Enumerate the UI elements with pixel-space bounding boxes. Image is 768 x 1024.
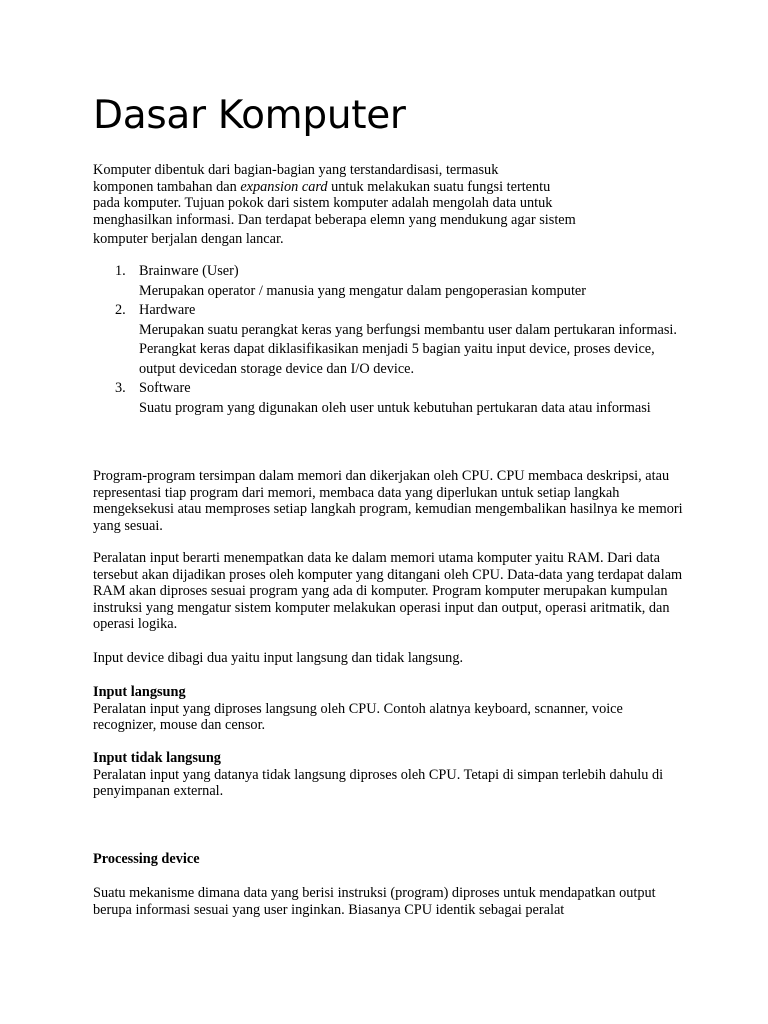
list-heading: Hardware	[139, 302, 196, 318]
paragraph-text: Input device dibagi dua yaitu input langsung dan tidak langsung.	[93, 650, 464, 666]
section-text: Peralatan input yang diproses langsung oleh CPU. Contoh alatnya keyboard, scnanner, voice recognizer, mouse dan censor.	[93, 700, 623, 734]
document-title: Dasar Komputer	[93, 93, 406, 138]
intro-line-2	[93, 179, 633, 196]
list-heading: Brainware (User)	[139, 263, 239, 279]
intro-line-4: menghasilkan informasi. Dan terdapat beberapa elemn yang mendukung agar sistem	[93, 211, 576, 228]
section-text: Peralatan input yang datanya tidak langsung diproses oleh CPU. Tetapi di simpan terlebih dahulu di penyimpanan external.	[93, 766, 664, 800]
section-heading: Processing device	[93, 851, 200, 867]
list-number: 2.	[115, 302, 126, 318]
section-input-tidak-langsung	[93, 750, 683, 800]
component-list	[93, 262, 683, 418]
section-text: Suatu mekanisme dimana data yang berisi instruksi (program) diproses untuk mendapatkan output berupa informasi sesuai yang user inginkan. Biasanya CPU identik sebagai peralat	[93, 885, 656, 918]
section-input-langsung	[93, 684, 683, 734]
list-item-software	[93, 379, 683, 418]
paragraph-text: Program-program tersimpan dalam memori dan dikerjakan oleh CPU. CPU membaca deskripsi, atau representasi tiap program dari memori, membaca data yang diperlukan untuk setiap langkah mengeksekusi atau memproses setiap langkah program, kemudian mengembalikan hasilnya ke memori yang sesuai.	[93, 468, 683, 534]
list-description: Suatu program yang digunakan oleh user untuk kebutuhan pertukaran data atau informasi	[139, 399, 651, 416]
paragraph-text: Peralatan input berarti menempatkan data ke dalam memori utama komputer yaitu RAM. Dari data tersebut akan dijadikan proses oleh komputer yang ditangani oleh CPU. Data-data yang terdapat dalam RAM akan diproses sesuai program yang ada di komputer. Program komputer merupakan kumpulan instruksi yang mengatur sistem komputer melakukan operasi input dan output, operasi aritmatik, dan operasi logika.	[93, 550, 683, 633]
intro-line-1: Komputer dibentuk dari bagian-bagian yang terstandardisasi, termasuk	[93, 162, 499, 178]
intro-paragraph	[93, 162, 633, 248]
intro-line-2-after: untuk melakukan suatu fungsi tertentu	[327, 178, 551, 195]
paragraph-input-device-types	[93, 650, 683, 667]
list-item-hardware	[93, 301, 683, 379]
list-number: 1.	[115, 263, 126, 279]
list-description: Merupakan suatu perangkat keras yang berfungsi membantu user dalam pertukaran informasi.	[139, 321, 677, 338]
section-heading: Input langsung	[93, 684, 186, 700]
list-number: 3.	[115, 380, 126, 396]
section-processing-heading	[93, 851, 683, 868]
section-heading: Input tidak langsung	[93, 750, 221, 766]
list-heading: Software	[139, 380, 191, 396]
intro-line-5: komputer berjalan dengan lancar.	[93, 231, 284, 248]
paragraph-program-memory	[93, 468, 683, 534]
list-item-brainware	[93, 262, 683, 301]
intro-line-2-before: komponen tambahan dan	[93, 178, 241, 195]
list-description-extra: Perangkat keras dapat diklasifikasikan menjadi 5 bagian yaitu input device, proses device, output devicedan storage device dan I/O device.	[139, 341, 655, 377]
paragraph-input-equipment	[93, 550, 683, 633]
intro-line-3: pada komputer. Tujuan pokok dari sistem komputer adalah mengolah data untuk	[93, 195, 553, 212]
section-processing-text	[93, 885, 683, 918]
list-description: Merupakan operator / manusia yang mengatur dalam pengoperasian komputer	[139, 282, 587, 299]
intro-italic-term: expansion card	[240, 178, 328, 195]
